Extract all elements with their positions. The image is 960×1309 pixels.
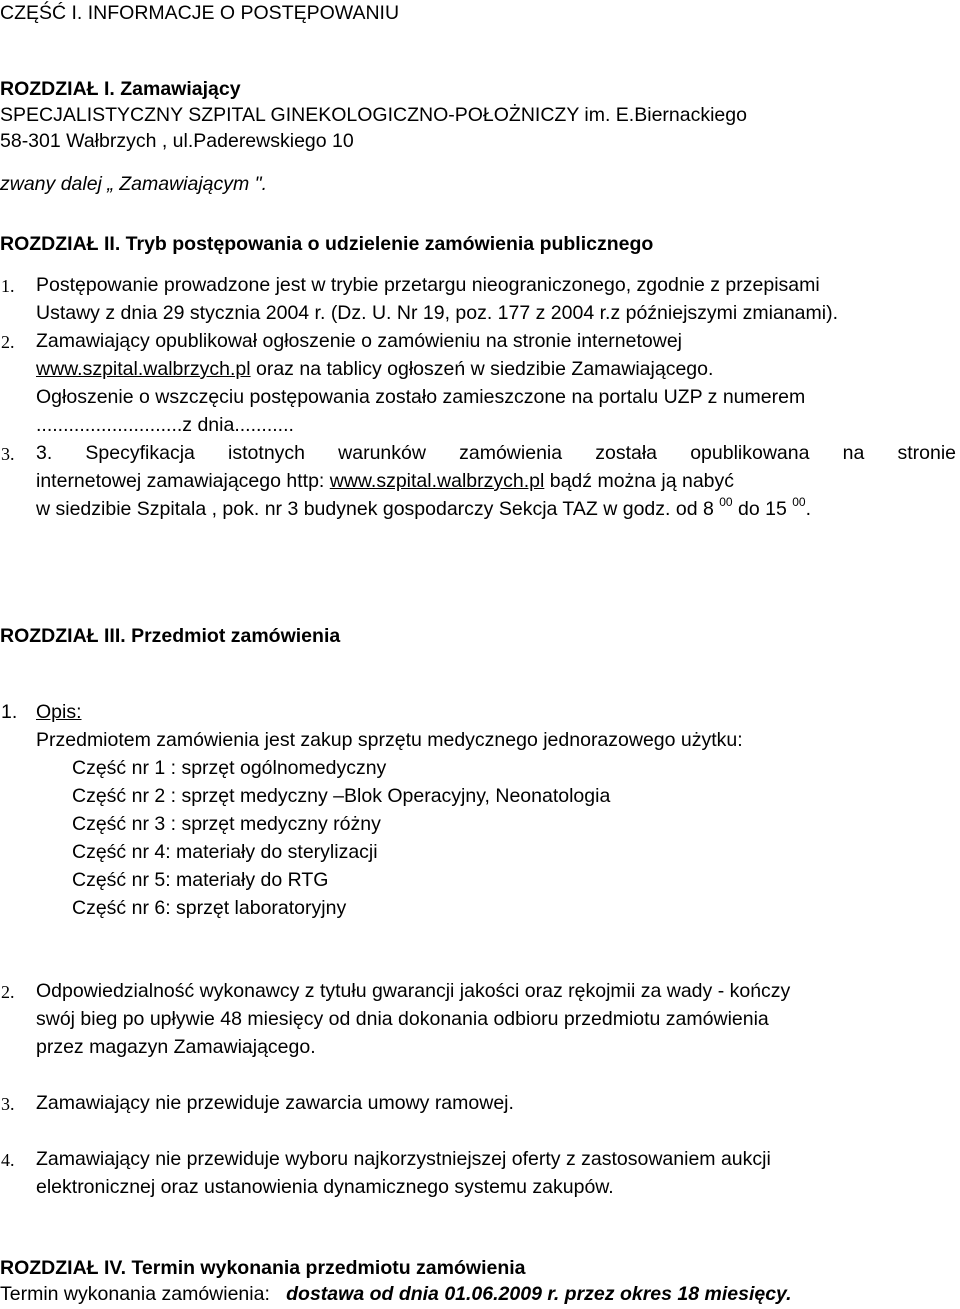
specification-text: bądź można ją nabyć: [544, 470, 735, 492]
publication-text-line: Zamawiający opublikował ogłoszenie o zamówieniu na stronie internetowej: [36, 330, 683, 352]
list-number: 2.: [1, 332, 15, 352]
auction-text-line: Zamawiający nie przewiduje wyboru najkorzystniejszej oferty z zastosowaniem aukcji: [36, 1148, 771, 1170]
deadline-label: Termin wykonania zamówienia:: [0, 1283, 270, 1305]
lot-item: Część nr 6: sprzęt laboratoryjny: [72, 897, 347, 919]
list-number: 3.: [1, 444, 15, 464]
auction-text-line: elektronicznej oraz ustanowienia dynamicznego systemu zakupów.: [36, 1176, 614, 1198]
website-link[interactable]: www.szpital.walbrzych.pl: [36, 358, 251, 380]
deadline-value: dostawa od dnia 01.06.2009 r. przez okres 18 miesięcy.: [286, 1283, 792, 1305]
office-hours-text: .: [805, 498, 812, 520]
contracting-authority-alias: zwany dalej „ Zamawiającym ".: [0, 173, 268, 195]
lot-item: Część nr 1 : sprzęt ogólnomedyczny: [72, 757, 387, 779]
lot-item: Część nr 5: materiały do RTG: [72, 869, 329, 891]
uzp-number-placeholder: ...........................z dnia...........: [36, 414, 294, 436]
website-link[interactable]: www.szpital.walbrzych.pl: [329, 470, 545, 492]
lot-item: Część nr 3 : sprzęt medyczny różny: [72, 813, 381, 835]
list-number: 3.: [1, 1094, 15, 1114]
warranty-text-line: swój bieg po upływie 48 miesięcy od dnia dokonania odbioru przedmiotu zamówienia: [36, 1008, 769, 1030]
list-number: 2.: [1, 982, 15, 1002]
part-heading: CZĘŚĆ I. INFORMACJE O POSTĘPOWANIU: [0, 2, 400, 24]
hour-superscript: 00: [792, 495, 806, 509]
list-number: 1.: [1, 701, 18, 723]
order-subject-intro: Przedmiotem zamówienia jest zakup sprzętu medycznego jednorazowego użytku:: [36, 729, 743, 751]
lot-item: Część nr 2 : sprzęt medyczny –Blok Operacyjny, Neonatologia: [72, 785, 611, 807]
list-number: 4.: [1, 1150, 15, 1170]
chapter-2-heading: ROZDZIAŁ II. Tryb postępowania o udzielenie zamówienia publicznego: [0, 233, 654, 255]
lot-item: Część nr 4: materiały do sterylizacji: [72, 841, 378, 863]
specification-text-line: [36, 495, 812, 520]
warranty-text-line: przez magazyn Zamawiającego.: [36, 1036, 316, 1058]
framework-agreement-text: Zamawiający nie przewiduje zawarcia umowy ramowej.: [36, 1092, 514, 1114]
hour-superscript: 00: [719, 495, 733, 509]
publication-text: oraz na tablicy ogłoszeń w siedzibie Zamawiającego.: [250, 358, 714, 380]
procedure-text-line: Postępowanie prowadzone jest w trybie przetargu nieograniczonego, zgodnie z przepisami: [36, 274, 820, 296]
chapter-4-heading: ROZDZIAŁ IV. Termin wykonania przedmiotu zamówienia: [0, 1257, 526, 1279]
chapter-3-heading: ROZDZIAŁ III. Przedmiot zamówienia: [0, 625, 341, 647]
specification-text: internetowej zamawiającego http:: [36, 470, 330, 492]
specification-text-line: [36, 472, 734, 492]
list-number: 1.: [1, 276, 15, 296]
description-label: Opis:: [36, 701, 82, 723]
contracting-authority-name: SPECJALISTYCZNY SZPITAL GINEKOLOGICZNO-POŁOŻNICZY im. E.Biernackiego: [0, 104, 747, 126]
office-hours-text: w siedzibie Szpitala , pok. nr 3 budynek gospodarczy Sekcja TAZ w godz. od 8: [36, 498, 720, 520]
contracting-authority-address: 58-301 Wałbrzych , ul.Paderewskiego 10: [0, 130, 354, 152]
chapter-1-heading: ROZDZIAŁ I. Zamawiający: [0, 78, 241, 100]
publication-text-line: [36, 360, 713, 380]
office-hours-text: do 15: [732, 498, 793, 520]
procedure-text-line: Ustawy z dnia 29 stycznia 2004 r. (Dz. U. Nr 19, poz. 177 z 2004 r.z późniejszymi zmianami).: [36, 302, 838, 324]
publication-text-line: Ogłoszenie o wszczęciu postępowania zostało zamieszczone na portalu UZP z numerem: [36, 386, 806, 408]
specification-text-line: 3. Specyfikacja istotnych warunków zamówienia została opublikowana na stronie: [36, 442, 956, 464]
warranty-text-line: Odpowiedzialność wykonawcy z tytułu gwarancji jakości oraz rękojmii za wady - kończy: [36, 980, 791, 1002]
deadline-line: [0, 1285, 792, 1305]
